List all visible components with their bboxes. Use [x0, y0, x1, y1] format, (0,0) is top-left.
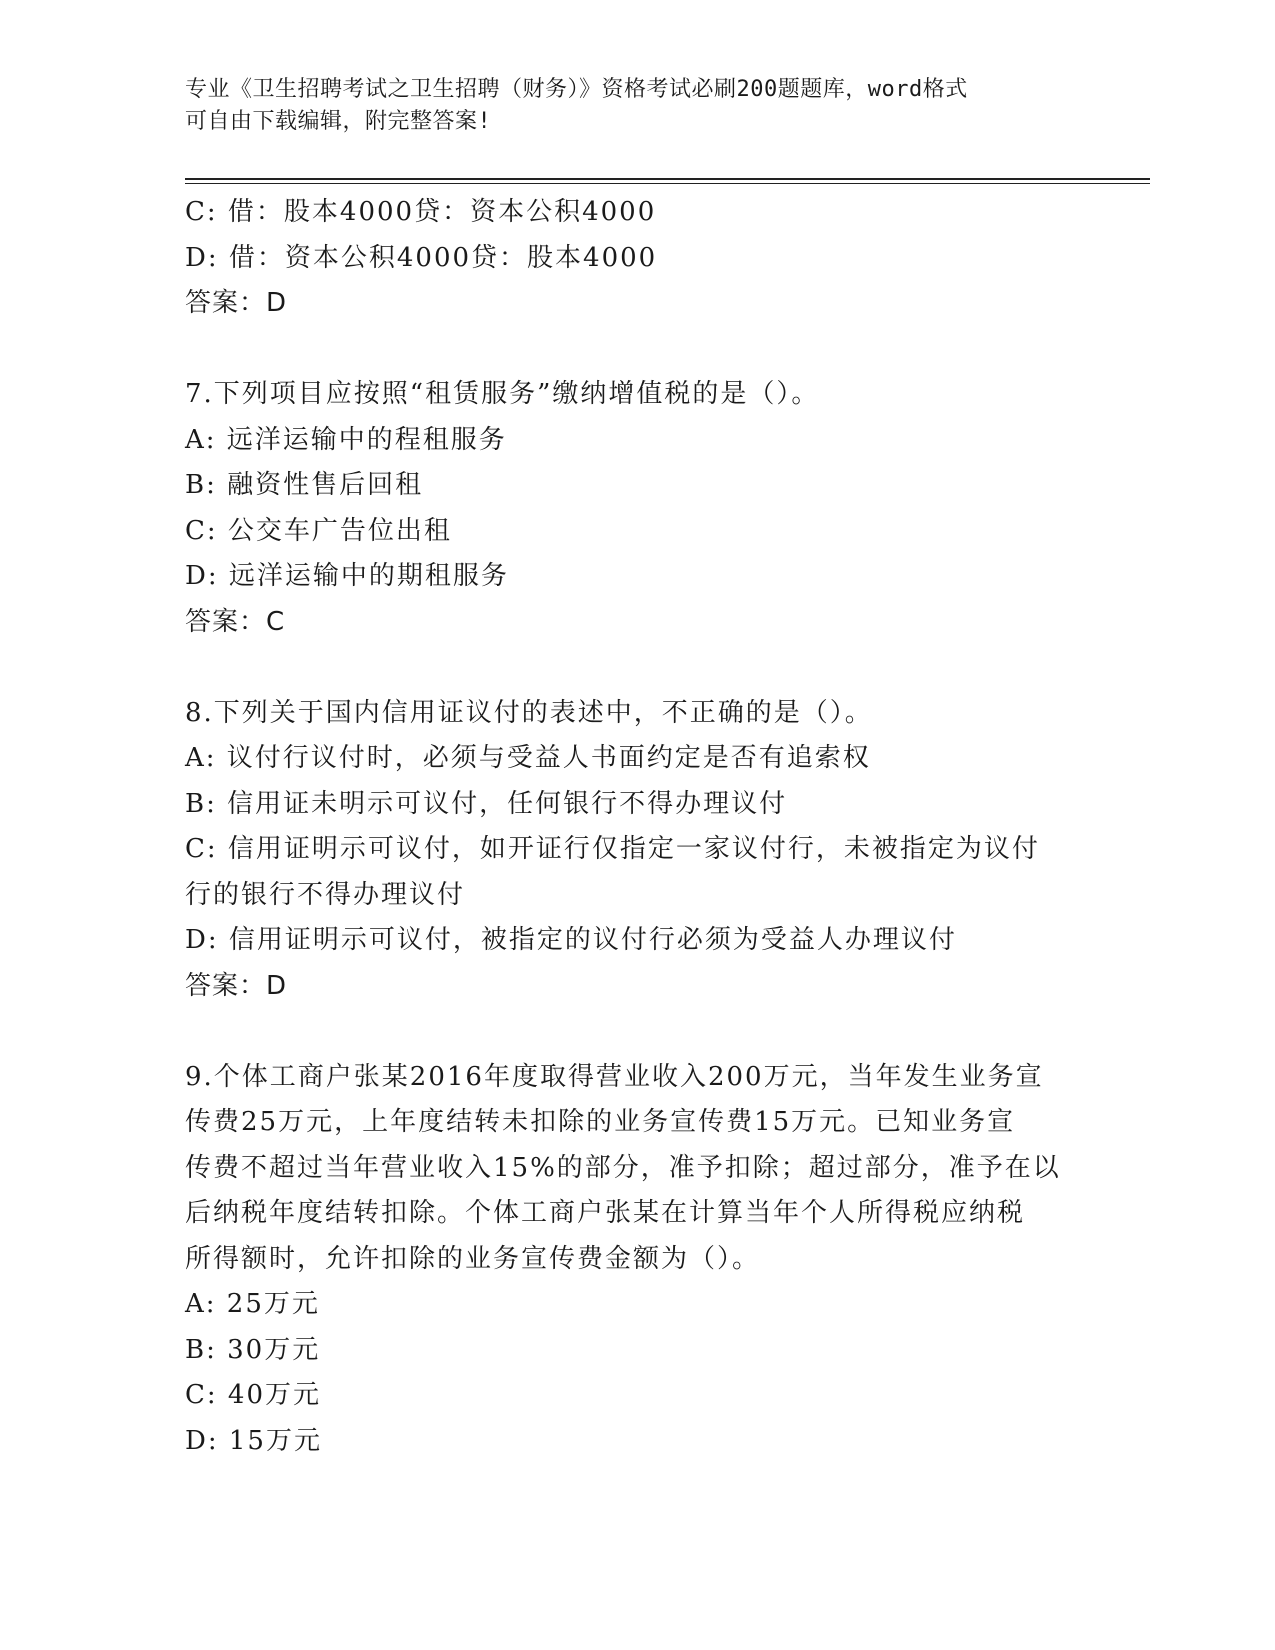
answer-line: 答案：D [185, 288, 288, 318]
header-divider-thin [185, 183, 1150, 184]
question-9 [185, 1055, 1085, 1465]
option-b: B: 信用证未明示可议付，任何银行不得办理议付 [185, 788, 788, 819]
option-c: C: 公交车广告位出租 [185, 515, 452, 546]
question-stem-line-2: 传费25万元，上年度结转未扣除的业务宣传费15万元。已知业务宣 [185, 1107, 1016, 1137]
question-8 [185, 691, 1085, 1010]
spacer [185, 1009, 1085, 1055]
option-d: D: 借：资本公积4000贷：股本4000 [185, 242, 658, 273]
header-title-line-1: 专业《卫生招聘考试之卫生招聘（财务）》资格考试必刷200题题库，word格式 [185, 77, 968, 102]
option-c: C: 40万元 [185, 1380, 322, 1410]
document-header [185, 74, 1085, 138]
question-stem-line-4: 后纳税年度结转扣除。个体工商户张某在计算当年个人所得税应纳税 [185, 1198, 1026, 1228]
answer-line: 答案：D [185, 970, 288, 1001]
option-c-continued: 行的银行不得办理议付 [185, 879, 466, 910]
question-7 [185, 372, 1085, 645]
option-a: A: 议付行议付时，必须与受益人书面约定是否有追索权 [185, 743, 871, 773]
question-stem-line-5: 所得额时，允许扣除的业务宣传费金额为（）。 [185, 1243, 761, 1274]
question-stem: 7.下列项目应按照“租赁服务”缴纳增值税的是（）。 [185, 379, 820, 409]
option-a: A: 25万元 [185, 1289, 320, 1319]
option-b: B: 30万元 [185, 1334, 321, 1365]
spacer [185, 327, 1085, 373]
header-title-line-2: 可自由下载编辑，附完整答案! [185, 109, 492, 134]
option-c: C: 信用证明示可议付，如开证行仅指定一家议付行，未被指定为议付 [185, 834, 1040, 864]
header-divider-thick [185, 178, 1150, 180]
option-b: B: 融资性售后回租 [185, 470, 424, 500]
spacer [185, 645, 1085, 691]
option-d: D: 信用证明示可议付，被指定的议付行必须为受益人办理议付 [185, 925, 957, 955]
option-d: D: 15万元 [185, 1425, 322, 1456]
document-body [185, 190, 1085, 1464]
question-stem: 8.下列关于国内信用证议付的表述中，不正确的是（）。 [185, 697, 873, 728]
option-c: C: 借：股本4000贷：资本公积4000 [185, 197, 657, 227]
option-d: D: 远洋运输中的期租服务 [185, 561, 509, 591]
answer-line: 答案：C [185, 606, 286, 637]
question-stem-line-3: 传费不超过当年营业收入15%的部分，准予扣除；超过部分，准予在以 [185, 1152, 1061, 1183]
question-6-fragment [185, 190, 1085, 327]
option-a: A: 远洋运输中的程租服务 [185, 424, 507, 455]
question-stem-line-1: 9.个体工商户张某2016年度取得营业收入200万元，当年发生业务宣 [185, 1061, 1044, 1092]
